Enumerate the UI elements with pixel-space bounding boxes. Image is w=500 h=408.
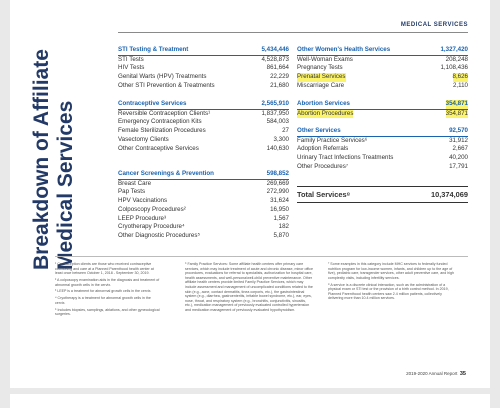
- next-page-edge: [10, 394, 490, 408]
- footer-report-title: 2019-2020 Annual Report: [406, 371, 458, 376]
- table-row-highlighted: Abortion Procedures 354,871: [297, 109, 468, 117]
- sti-heading: STI Testing & Treatment 5,434,446: [118, 46, 289, 53]
- report-page: [10, 0, 490, 388]
- page-footer: [406, 371, 466, 377]
- table-row: Other STI Prevention & Treatments 21,680: [118, 81, 289, 89]
- table-row: Emergency Contraception Kits 584,003: [118, 118, 289, 126]
- page-title: [30, 20, 78, 270]
- table-row: Other Procedures⁷ 17,791: [297, 162, 468, 170]
- table-row: Urinary Tract Infections Treatments 40,200: [297, 154, 468, 162]
- table-row: HIV Tests 861,664: [118, 64, 289, 72]
- section-header: MEDICAL SERVICES: [400, 22, 468, 28]
- table-row: Pregnancy Tests 1,108,436: [297, 64, 468, 72]
- header-divider: [118, 32, 468, 33]
- page-number: 35: [459, 371, 466, 377]
- table-row: Pap Tests 272,990: [118, 188, 289, 196]
- table-row: Other Contraceptive Services 140,630: [118, 144, 289, 152]
- footnotes-column-3: ⁷ Some examples in this category include MHC services to federally funded nutrition program for low-income women, infants, and children up to the age of five), pediatric care, transgender services, other adult preventive care, and high complexity visits, including infertility services. ⁸ A service is a discrete clinical interaction, such as the administration of a physical exam or STI test or the provision of a birth control method. In 2019, Planned Parenthood health centers saw 2.4 million patients, collectively delivering more than 10.4 million services.: [328, 262, 455, 301]
- page-title-line1: Breakdown of Affiliate: [30, 49, 53, 270]
- table-row: Female Sterilization Procedures 27: [118, 127, 289, 135]
- total-services-label: Total Services⁸: [297, 190, 351, 199]
- table-row: LEEP Procedure³ 1,567: [118, 214, 289, 222]
- total-services-row: [297, 186, 468, 203]
- total-services-value: 10,374,069: [431, 190, 468, 199]
- table-row: Other Diagnostic Procedures⁵ 5,870: [118, 231, 289, 239]
- other-services-heading: Other Services 92,570: [297, 127, 468, 134]
- table-row: Vasectomy Clients 3,300: [118, 135, 289, 143]
- table-row: Adoption Referrals 2,667: [297, 145, 468, 153]
- table-row: Breast Care 269,669: [118, 179, 289, 187]
- cancer-heading: Cancer Screenings & Prevention 598,852: [118, 170, 289, 177]
- page-title-line2: Medical Services: [54, 100, 77, 270]
- footnote-divider: [55, 256, 468, 257]
- table-row: STI Tests 4,528,873: [118, 55, 289, 63]
- table-row: Genital Warts (HPV) Treatments 22,229: [118, 73, 289, 81]
- abortion-section: [297, 100, 468, 118]
- table-row: HPV Vaccinations 31,624: [118, 197, 289, 205]
- sti-section: [118, 46, 289, 91]
- womens-health-section: [297, 46, 468, 91]
- table-row: Cryotherapy Procedure⁴ 182: [118, 223, 289, 231]
- cancer-section: [118, 170, 289, 241]
- table-row-highlighted: Prenatal Services 8,626: [297, 73, 468, 81]
- table-row: Well-Woman Exams 208,248: [297, 55, 468, 63]
- table-row: Colposcopy Procedures² 16,950: [118, 205, 289, 213]
- footnotes-column-2: ⁶ Family Practice Services: Some affiliate health centers offer primary care services, which may include treatment of acute and chronic disease, minor office procedures, evaluations for referral to specialists, authorization for hospital care, health assessments, and well-persona/well-child preventive maintenance. Other affiliate health centers provide limited Family Practice Services, which may include assessment and management of uncomplicated conditions related to the skin (e.g., acne, contact dermatitis, tinea corporis, etc.), the gastrointestinal system (e.g., diarrhea, gastroenteritis, irritable bowel syndrome, etc.), ear, eyes, nose, throat, and respiratory system (e.g., bronchitis, conjunctivitis, sinusitis, etc.), medication management of previously evaluated controlled hypertension and medication management of previously evaluated hypothyroidism.: [185, 262, 313, 312]
- other-services-section: [297, 127, 468, 172]
- footnotes-column-1: ¹ Contraception clients are those who received contraceptive counseling and care at a Planned Parenthood health center at least once between October 1, 2018 - September 30, 2019. ² A colposcopy examination aids in the diagnosis and treatment of abnormal growth cells in the cervix. ³ LEEP is a treatment for abnormal growth cells in the cervix. ⁴ Cryotherapy is a treatment for abnormal growth cells in the cervix. ⁵ Includes biopsies, samplings, ablations, and other gynecological surgeries.: [55, 262, 160, 317]
- table-row: Reversible Contraception Clients¹ 1,837,950: [118, 109, 289, 117]
- contraceptive-section: [118, 100, 289, 153]
- abortion-heading: Abortion Services 354,871: [297, 100, 468, 107]
- contraceptive-heading: Contraceptive Services 2,565,910: [118, 100, 289, 107]
- womens-health-heading: Other Women's Health Services 1,327,420: [297, 46, 468, 53]
- table-row: Miscarriage Care 2,110: [297, 81, 468, 89]
- table-row: Family Practice Services⁶ 31,912: [297, 136, 468, 144]
